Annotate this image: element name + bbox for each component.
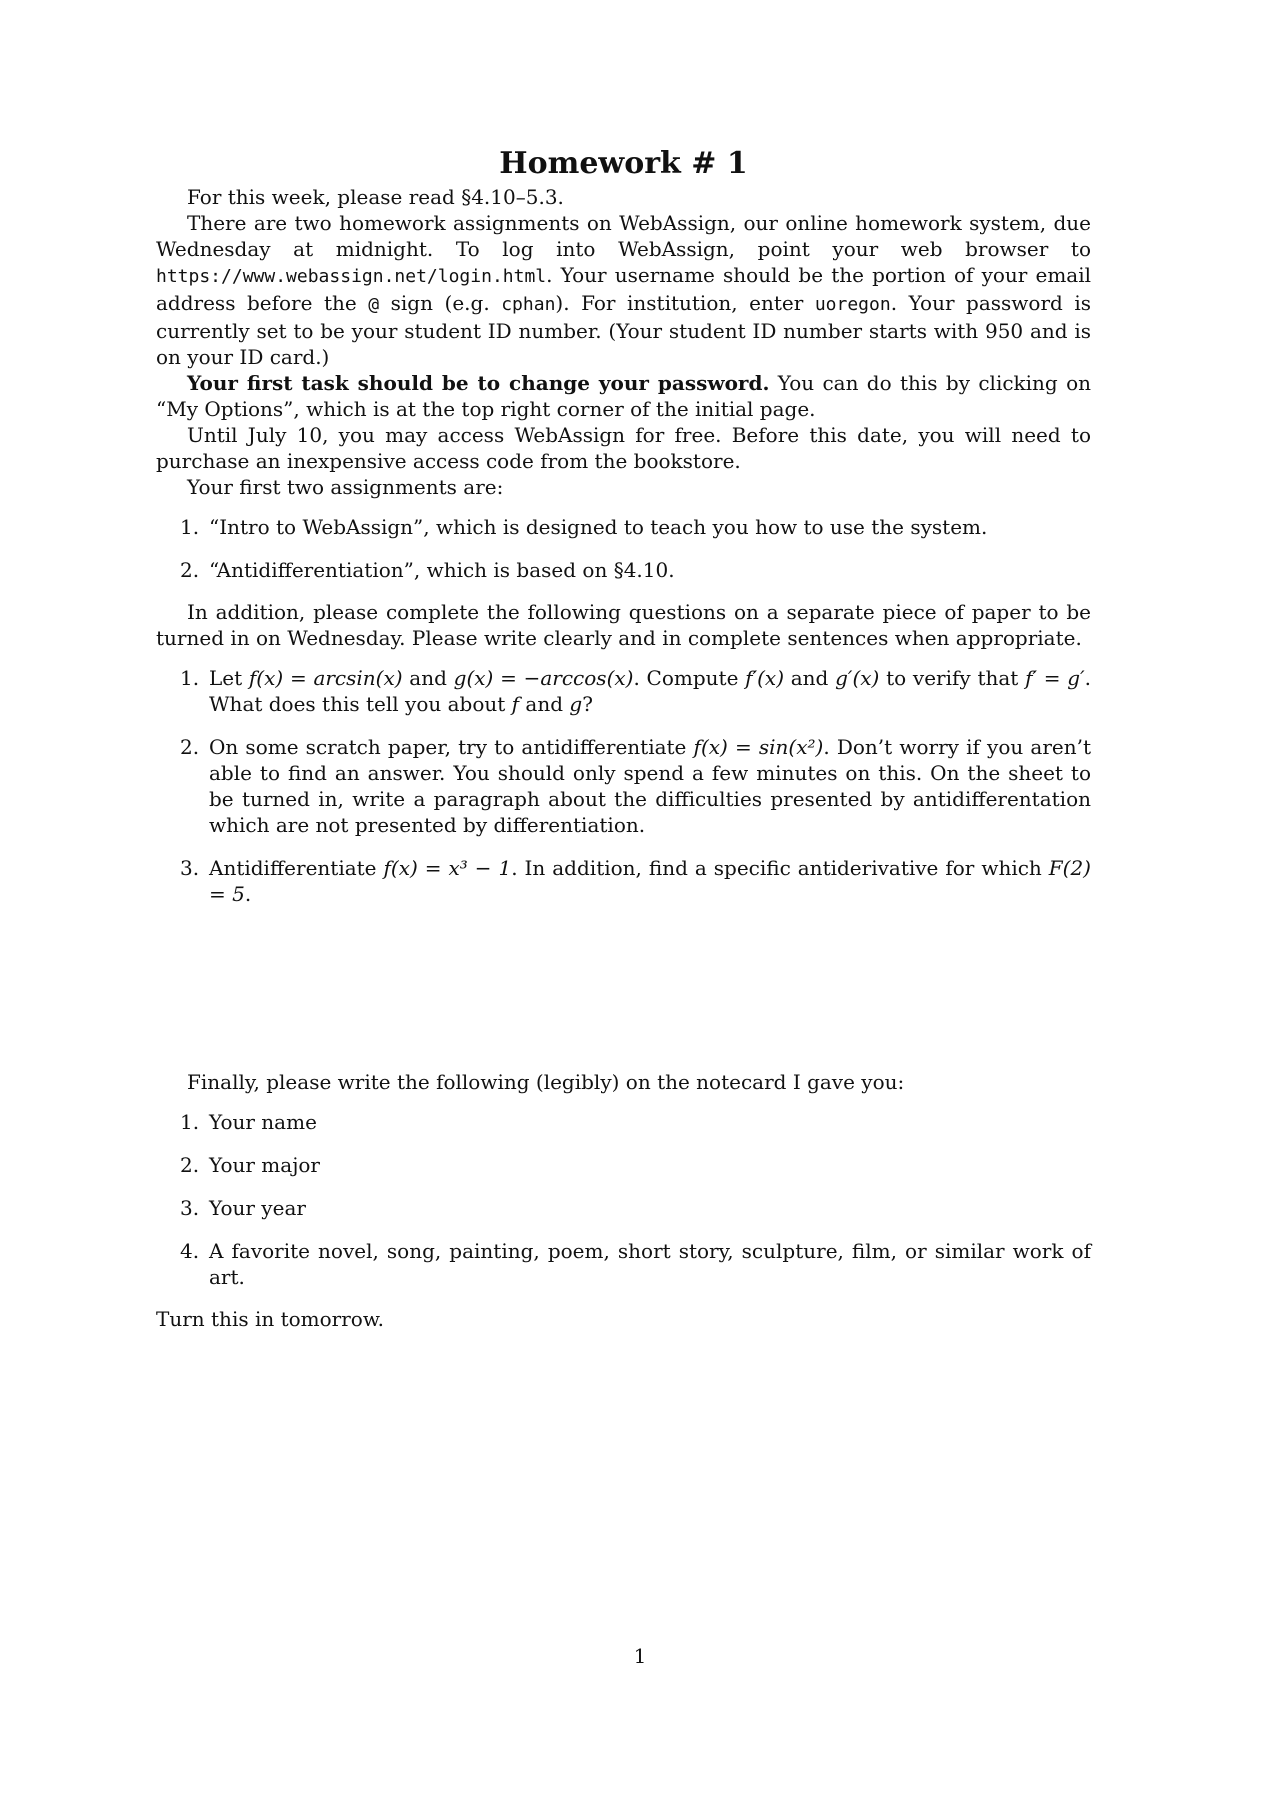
question-text: and	[519, 692, 570, 716]
webassign-text-5: . Your password is currently set to be your student ID number. (Your student ID number starts with 950 and is on your ID card.)	[156, 291, 1092, 369]
question-text: On some scratch paper, try to antidifferentiate	[209, 735, 694, 759]
list-text: Your name	[209, 1110, 317, 1134]
at-sign: @	[368, 294, 380, 315]
reading-text: For this week, please read	[187, 185, 462, 209]
notecard-paragraph: Finally, please write the following (legibly) on the notecard I gave you:	[187, 1070, 905, 1094]
webassign-text-2: . Your username should be the portion of your email address before the	[156, 263, 1091, 315]
password-text: You can do this by clicking on “My Options”, which is at the top right corner of the initial page.	[156, 371, 1091, 421]
turn-in-paragraph: Turn this in tomorrow.	[156, 1307, 384, 1331]
math-expression: g(x) = −arccos(x)	[453, 666, 634, 690]
math-expression: f(x) = sin(x²)	[693, 735, 824, 759]
question-item	[156, 855, 1091, 907]
question-text: . In addition, find a specific antiderivative for which	[511, 856, 1049, 880]
question-number: 2.	[180, 735, 200, 759]
webassign-text-3: sign (e.g.	[379, 291, 502, 315]
webassign-paragraph	[156, 210, 1091, 370]
list-number: 1.	[180, 515, 200, 539]
list-number: 4.	[180, 1239, 200, 1263]
question-text: Antidifferentiate	[209, 856, 384, 880]
math-expression: f′ = g′	[1025, 666, 1085, 690]
username-example: cphan	[501, 294, 556, 315]
question-text: . What does this tell you about	[209, 666, 1091, 716]
question-text: ?	[582, 692, 593, 716]
list-number: 2.	[180, 558, 200, 582]
list-item	[156, 1152, 1091, 1178]
math-expression: g	[569, 692, 583, 716]
question-text: .	[244, 882, 252, 906]
math-expression: f(x) = arcsin(x)	[248, 666, 403, 690]
list-text: Your year	[209, 1196, 306, 1220]
list-number: 2.	[180, 1153, 200, 1177]
question-number: 1.	[180, 666, 200, 690]
question-text: and	[402, 666, 454, 690]
notecard-list	[156, 1109, 1091, 1290]
question-text: and	[784, 666, 836, 690]
list-item	[156, 1109, 1091, 1135]
math-expression: F(2) = 5	[209, 856, 1091, 906]
reading-section: §4.10–5.3.	[461, 185, 564, 209]
assignment-list	[156, 514, 1091, 583]
document-body	[156, 146, 1091, 1332]
question-text: . Don’t worry if you aren’t able to find an answer. You should only spend a few minutes on this. On the sheet to be turned in, write a paragraph about the difficulties presented by antidifferentation which are not presented by differentiation.	[209, 735, 1091, 837]
math-expression: f	[511, 692, 520, 716]
list-text: Your major	[209, 1153, 320, 1177]
password-paragraph	[156, 370, 1091, 422]
list-item	[156, 514, 1091, 540]
page-number: 1	[633, 1644, 647, 1668]
list-item	[156, 557, 1091, 583]
blank-space	[156, 923, 1091, 1069]
list-text: A favorite novel, song, painting, poem, short story, sculpture, film, or similar work of art.	[209, 1239, 1091, 1289]
webassign-text-4: ). For institution, enter	[555, 291, 815, 315]
page-title: Homework # 1	[499, 146, 748, 181]
question-text: Let	[209, 666, 249, 690]
list-number: 3.	[180, 1196, 200, 1220]
paper-paragraph: In addition, please complete the following questions on a separate piece of paper to be turned in on Wednesday. Please write clearly and in complete sentences when appropriate.	[156, 600, 1091, 650]
free-access-paragraph: Until July 10, you may access WebAssign for free. Before this date, you will need to purchase an inexpensive access code from the bookstore.	[156, 423, 1091, 473]
list-item	[156, 1238, 1091, 1290]
reading-paragraph	[156, 184, 1091, 210]
assignments-intro: Your first two assignments are:	[187, 475, 504, 499]
math-expression: f′(x)	[745, 666, 784, 690]
webassign-url: https://www.webassign.net/login.html	[156, 266, 547, 287]
institution-code: uoregon	[814, 294, 891, 315]
question-list	[156, 665, 1091, 907]
password-emphasis: Your first task should be to change your password.	[187, 371, 770, 395]
list-number: 1.	[180, 1110, 200, 1134]
question-number: 3.	[180, 856, 200, 880]
math-expression: g′(x)	[835, 666, 880, 690]
webassign-text-1: There are two homework assignments on WebAssign, our online homework system, due Wednesday at midnight. To log into WebAssign, point your web browser to	[156, 211, 1091, 261]
list-item	[156, 1195, 1091, 1221]
question-text: to verify that	[879, 666, 1026, 690]
question-text: . Compute	[633, 666, 746, 690]
math-expression: f(x) = x³ − 1	[383, 856, 512, 880]
list-text: “Intro to WebAssign”, which is designed to teach you how to use the system.	[209, 515, 988, 539]
question-item	[156, 665, 1091, 717]
list-text: “Antidifferentiation”, which is based on §4.10.	[209, 558, 675, 582]
question-item	[156, 734, 1091, 838]
